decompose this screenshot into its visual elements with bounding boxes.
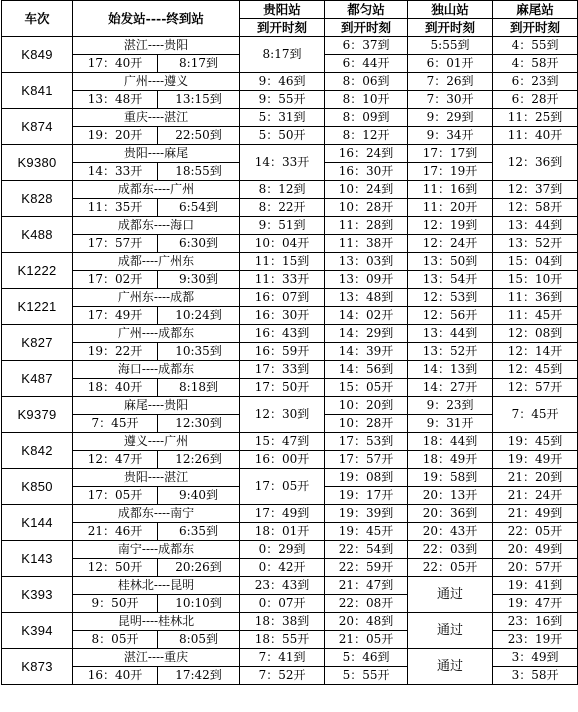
station-time-mawei: 7：45开 — [493, 397, 578, 433]
station-time-duyun-arrive: 13：48到 — [325, 289, 408, 307]
train-route: 成都----广州东 — [73, 253, 240, 271]
station-time-guiyang-arrive: 23：43到 — [240, 577, 325, 595]
train-row-sub — [2, 91, 578, 109]
station-time-guiyang-arrive: 15：47到 — [240, 433, 325, 451]
station-time-mawei-depart: 12：58开 — [493, 199, 578, 217]
station-time-guiyang-arrive: 9：46到 — [240, 73, 325, 91]
header-train-no: 车次 — [2, 1, 73, 37]
station-time-dushan-depart: 9：34开 — [408, 127, 493, 145]
station-time-duyun-depart: 22：59开 — [325, 559, 408, 577]
station-time-duyun-depart: 19：45开 — [325, 523, 408, 541]
station-time-duyun-arrive: 17：53到 — [325, 433, 408, 451]
station-time-guiyang-arrive: 17：33到 — [240, 361, 325, 379]
train-row — [2, 433, 578, 451]
station-time-mawei-arrive: 3：49到 — [493, 649, 578, 667]
train-arrival: 6:54到 — [158, 199, 240, 217]
station-time-duyun-arrive: 10：24到 — [325, 181, 408, 199]
station-time-dushan-depart: 20：13开 — [408, 487, 493, 505]
station-time-guiyang-depart: 18：01开 — [240, 523, 325, 541]
station-time-mawei-depart: 23：19开 — [493, 631, 578, 649]
station-time-guiyang-arrive: 18：38到 — [240, 613, 325, 631]
train-number: K1221 — [2, 289, 73, 325]
station-time-dushan-depart: 17：19开 — [408, 163, 493, 181]
train-row — [2, 73, 578, 91]
station-time-mawei-depart: 11：40开 — [493, 127, 578, 145]
station-time-duyun-depart: 21：05开 — [325, 631, 408, 649]
train-route: 广州----遵义 — [73, 73, 240, 91]
header-station-mawei: 麻尾站 — [493, 1, 578, 19]
station-time-dushan-arrive: 22：03到 — [408, 541, 493, 559]
train-arrival: 12:30到 — [158, 415, 240, 433]
header-row — [2, 1, 578, 19]
station-time-duyun-arrive: 19：08到 — [325, 469, 408, 487]
station-time-duyun-depart: 13：09开 — [325, 271, 408, 289]
station-time-mawei-arrive: 19：41到 — [493, 577, 578, 595]
station-time-guiyang-arrive: 11：15到 — [240, 253, 325, 271]
train-row — [2, 361, 578, 379]
train-row — [2, 649, 578, 667]
train-number: K143 — [2, 541, 73, 577]
station-time-duyun-arrive: 16：24到 — [325, 145, 408, 163]
train-row — [2, 577, 578, 595]
header-sub-duyun: 到开时刻 — [325, 19, 408, 37]
station-time-duyun-depart: 5：55开 — [325, 667, 408, 685]
train-departure: 9：50开 — [73, 595, 158, 613]
train-arrival: 10:35到 — [158, 343, 240, 361]
train-number: K9380 — [2, 145, 73, 181]
station-time-mawei-arrive: 6：23到 — [493, 73, 578, 91]
station-time-mawei: 12：36到 — [493, 145, 578, 181]
train-arrival: 20:26到 — [158, 559, 240, 577]
station-time-guiyang-depart: 16：00开 — [240, 451, 325, 469]
header-sub-mawei: 到开时刻 — [493, 19, 578, 37]
station-time-guiyang-arrive: 16：07到 — [240, 289, 325, 307]
train-arrival: 6:35到 — [158, 523, 240, 541]
train-departure: 17：05开 — [73, 487, 158, 505]
train-route: 成都东----海口 — [73, 217, 240, 235]
station-time-guiyang-arrive: 7：41到 — [240, 649, 325, 667]
station-time-guiyang-depart: 17：50开 — [240, 379, 325, 397]
station-time-dushan-arrive: 5:55到 — [408, 37, 493, 55]
train-route: 重庆----湛江 — [73, 109, 240, 127]
station-time-duyun-arrive: 14：56到 — [325, 361, 408, 379]
train-row-sub — [2, 235, 578, 253]
station-time-guiyang-depart: 9：55开 — [240, 91, 325, 109]
train-arrival: 9:40到 — [158, 487, 240, 505]
station-time-duyun-depart: 8：12开 — [325, 127, 408, 145]
timetable-body — [2, 37, 578, 685]
train-departure: 17：57开 — [73, 235, 158, 253]
station-time-mawei-depart: 3：58开 — [493, 667, 578, 685]
header-sub-dushan: 到开时刻 — [408, 19, 493, 37]
station-time-duyun-depart: 15：05开 — [325, 379, 408, 397]
station-time-duyun-arrive: 8：09到 — [325, 109, 408, 127]
station-time-mawei-arrive: 20：49到 — [493, 541, 578, 559]
station-time-dushan-arrive: 13：44到 — [408, 325, 493, 343]
train-departure: 16：40开 — [73, 667, 158, 685]
train-departure: 12：47开 — [73, 451, 158, 469]
train-departure: 14：33开 — [73, 163, 158, 181]
train-row — [2, 613, 578, 631]
station-time-guiyang-depart: 8：22开 — [240, 199, 325, 217]
station-time-guiyang-depart: 18：55开 — [240, 631, 325, 649]
station-time-duyun-depart: 10：28开 — [325, 415, 408, 433]
train-arrival: 8:17到 — [158, 55, 240, 73]
train-departure: 8：05开 — [73, 631, 158, 649]
station-time-dushan-arrive: 9：23到 — [408, 397, 493, 415]
train-number: K874 — [2, 109, 73, 145]
station-time-guiyang: 12：30到 — [240, 397, 325, 433]
train-row-sub — [2, 307, 578, 325]
station-time-duyun-arrive: 20：48到 — [325, 613, 408, 631]
station-time-duyun-depart: 14：39开 — [325, 343, 408, 361]
header-route: 始发站----终到站 — [73, 1, 240, 37]
station-time-duyun-depart: 10：28开 — [325, 199, 408, 217]
station-time-dushan: 通过 — [408, 613, 493, 649]
train-departure: 17：49开 — [73, 307, 158, 325]
train-route: 湛江----贵阳 — [73, 37, 240, 55]
train-route: 麻尾----贵阳 — [73, 397, 240, 415]
header-station-guiyang: 贵阳站 — [240, 1, 325, 19]
train-route: 遵义----广州 — [73, 433, 240, 451]
station-time-mawei-depart: 15：10开 — [493, 271, 578, 289]
station-time-guiyang-arrive: 8：12到 — [240, 181, 325, 199]
train-route: 成都东----广州 — [73, 181, 240, 199]
train-row-sub — [2, 271, 578, 289]
station-time-duyun-depart: 6：44开 — [325, 55, 408, 73]
train-number: K827 — [2, 325, 73, 361]
station-time-guiyang-depart: 0：07开 — [240, 595, 325, 613]
station-time-mawei-depart: 13：52开 — [493, 235, 578, 253]
station-time-guiyang-arrive: 5：31到 — [240, 109, 325, 127]
train-departure: 17：40开 — [73, 55, 158, 73]
train-row-sub — [2, 127, 578, 145]
station-time-mawei-arrive: 12：45到 — [493, 361, 578, 379]
station-time-guiyang-arrive: 17：49到 — [240, 505, 325, 523]
train-arrival: 17:42到 — [158, 667, 240, 685]
station-time-mawei-depart: 4：58开 — [493, 55, 578, 73]
station-time-mawei-depart: 11：45开 — [493, 307, 578, 325]
station-time-mawei-depart: 6：28开 — [493, 91, 578, 109]
train-arrival: 12:26到 — [158, 451, 240, 469]
station-time-dushan-arrive: 12：19到 — [408, 217, 493, 235]
station-time-dushan-depart: 12：56开 — [408, 307, 493, 325]
station-time-duyun-depart: 22：08开 — [325, 595, 408, 613]
train-arrival: 6:30到 — [158, 235, 240, 253]
station-time-dushan: 通过 — [408, 577, 493, 613]
station-time-mawei-depart: 12：14开 — [493, 343, 578, 361]
station-time-mawei-depart: 20：57开 — [493, 559, 578, 577]
train-row — [2, 181, 578, 199]
train-departure: 19：20开 — [73, 127, 158, 145]
train-number: K9379 — [2, 397, 73, 433]
station-time-duyun-depart: 14：02开 — [325, 307, 408, 325]
train-number: K1222 — [2, 253, 73, 289]
station-time-guiyang-depart: 10：04开 — [240, 235, 325, 253]
header-station-duyun: 都匀站 — [325, 1, 408, 19]
station-time-guiyang: 8:17到 — [240, 37, 325, 73]
train-row — [2, 469, 578, 487]
station-time-mawei-arrive: 12：08到 — [493, 325, 578, 343]
station-time-dushan-depart: 6：01开 — [408, 55, 493, 73]
train-number: K842 — [2, 433, 73, 469]
train-row — [2, 289, 578, 307]
train-number: K850 — [2, 469, 73, 505]
station-time-duyun-depart: 17：57开 — [325, 451, 408, 469]
station-time-dushan-arrive: 20：36到 — [408, 505, 493, 523]
station-time-mawei-depart: 19：47开 — [493, 595, 578, 613]
train-row-sub — [2, 523, 578, 541]
station-time-duyun-arrive: 13：03到 — [325, 253, 408, 271]
station-time-duyun-depart: 16：30开 — [325, 163, 408, 181]
station-time-guiyang-arrive: 9：51到 — [240, 217, 325, 235]
station-time-guiyang-arrive: 16：43到 — [240, 325, 325, 343]
train-row — [2, 541, 578, 559]
station-time-guiyang-depart: 11：33开 — [240, 271, 325, 289]
train-route: 贵阳----湛江 — [73, 469, 240, 487]
station-time-duyun-arrive: 21：47到 — [325, 577, 408, 595]
station-time-dushan-depart: 22：05开 — [408, 559, 493, 577]
station-time-mawei-arrive: 21：49到 — [493, 505, 578, 523]
station-time-duyun-arrive: 5：46到 — [325, 649, 408, 667]
train-number: K488 — [2, 217, 73, 253]
train-row — [2, 505, 578, 523]
station-time-mawei-depart: 22：05开 — [493, 523, 578, 541]
station-time-duyun-arrive: 19：39到 — [325, 505, 408, 523]
station-time-dushan-arrive: 12：53到 — [408, 289, 493, 307]
header-station-dushan: 独山站 — [408, 1, 493, 19]
train-number: K849 — [2, 37, 73, 73]
station-time-dushan: 通过 — [408, 649, 493, 685]
station-time-dushan-arrive: 9：29到 — [408, 109, 493, 127]
train-arrival: 10:10到 — [158, 595, 240, 613]
station-time-dushan-arrive: 11：16到 — [408, 181, 493, 199]
train-row-sub — [2, 379, 578, 397]
train-number: K487 — [2, 361, 73, 397]
train-route: 海口----成都东 — [73, 361, 240, 379]
station-time-guiyang: 14：33开 — [240, 145, 325, 181]
train-row — [2, 217, 578, 235]
train-arrival: 13:15到 — [158, 91, 240, 109]
train-row — [2, 253, 578, 271]
train-number: K873 — [2, 649, 73, 685]
station-time-mawei-arrive: 12：37到 — [493, 181, 578, 199]
train-row — [2, 37, 578, 55]
station-time-mawei-depart: 21：24开 — [493, 487, 578, 505]
station-time-duyun-arrive: 8：06到 — [325, 73, 408, 91]
station-time-duyun-arrive: 22：54到 — [325, 541, 408, 559]
train-route: 桂林北----昆明 — [73, 577, 240, 595]
station-time-guiyang-depart: 16：59开 — [240, 343, 325, 361]
station-time-dushan-depart: 7：30开 — [408, 91, 493, 109]
station-time-guiyang-depart: 7：52开 — [240, 667, 325, 685]
station-time-duyun-arrive: 14：29到 — [325, 325, 408, 343]
station-time-dushan-arrive: 18：44到 — [408, 433, 493, 451]
train-row — [2, 145, 578, 163]
station-time-guiyang-depart: 16：30开 — [240, 307, 325, 325]
station-time-mawei-depart: 19：49开 — [493, 451, 578, 469]
station-time-mawei-arrive: 15：04到 — [493, 253, 578, 271]
train-departure: 19：22开 — [73, 343, 158, 361]
train-departure: 12：50开 — [73, 559, 158, 577]
train-route: 湛江----重庆 — [73, 649, 240, 667]
station-time-duyun-depart: 11：38开 — [325, 235, 408, 253]
station-time-dushan-depart: 11：20开 — [408, 199, 493, 217]
station-time-dushan-depart: 18：49开 — [408, 451, 493, 469]
train-route: 广州东----成都 — [73, 289, 240, 307]
timetable — [1, 0, 578, 685]
train-departure: 17：02开 — [73, 271, 158, 289]
station-time-dushan-arrive: 17：17到 — [408, 145, 493, 163]
station-time-mawei-arrive: 21：20到 — [493, 469, 578, 487]
train-row-sub — [2, 559, 578, 577]
station-time-dushan-depart: 13：54开 — [408, 271, 493, 289]
train-row — [2, 109, 578, 127]
train-row — [2, 325, 578, 343]
station-time-guiyang-arrive: 0：29到 — [240, 541, 325, 559]
train-number: K394 — [2, 613, 73, 649]
train-arrival: 22:50到 — [158, 127, 240, 145]
station-time-mawei-arrive: 23：16到 — [493, 613, 578, 631]
station-time-dushan-depart: 12：24开 — [408, 235, 493, 253]
station-time-mawei-arrive: 11：36到 — [493, 289, 578, 307]
station-time-mawei-arrive: 11：25到 — [493, 109, 578, 127]
train-arrival: 9:30到 — [158, 271, 240, 289]
train-arrival: 18:55到 — [158, 163, 240, 181]
station-time-duyun-arrive: 11：28到 — [325, 217, 408, 235]
station-time-dushan-depart: 9：31开 — [408, 415, 493, 433]
station-time-dushan-arrive: 13：50到 — [408, 253, 493, 271]
train-number: K144 — [2, 505, 73, 541]
station-time-mawei-depart: 12：57开 — [493, 379, 578, 397]
train-row-sub — [2, 451, 578, 469]
station-time-dushan-depart: 20：43开 — [408, 523, 493, 541]
train-arrival: 8:18到 — [158, 379, 240, 397]
station-time-mawei-arrive: 19：45到 — [493, 433, 578, 451]
station-time-mawei-arrive: 13：44到 — [493, 217, 578, 235]
header-sub-guiyang: 到开时刻 — [240, 19, 325, 37]
train-departure: 13：48开 — [73, 91, 158, 109]
station-time-guiyang-depart: 5：50开 — [240, 127, 325, 145]
train-number: K393 — [2, 577, 73, 613]
station-time-dushan-depart: 14：27开 — [408, 379, 493, 397]
train-number: K841 — [2, 73, 73, 109]
station-time-dushan-depart: 13：52开 — [408, 343, 493, 361]
train-arrival: 8:05到 — [158, 631, 240, 649]
station-time-mawei-arrive: 4：55到 — [493, 37, 578, 55]
train-row-sub — [2, 199, 578, 217]
train-departure: 7：45开 — [73, 415, 158, 433]
station-time-dushan-arrive: 14：13到 — [408, 361, 493, 379]
station-time-duyun-arrive: 10：20到 — [325, 397, 408, 415]
train-route: 昆明----桂林北 — [73, 613, 240, 631]
train-row-sub — [2, 343, 578, 361]
station-time-dushan-arrive: 7：26到 — [408, 73, 493, 91]
station-time-duyun-depart: 19：17开 — [325, 487, 408, 505]
train-departure: 11：35开 — [73, 199, 158, 217]
train-route: 成都东----南宁 — [73, 505, 240, 523]
train-departure: 18：40开 — [73, 379, 158, 397]
train-route: 南宁----成都东 — [73, 541, 240, 559]
train-row — [2, 397, 578, 415]
train-arrival: 10:24到 — [158, 307, 240, 325]
train-route: 广州----成都东 — [73, 325, 240, 343]
train-number: K828 — [2, 181, 73, 217]
station-time-guiyang: 17：05开 — [240, 469, 325, 505]
train-route: 贵阳----麻尾 — [73, 145, 240, 163]
train-departure: 21：46开 — [73, 523, 158, 541]
station-time-duyun-depart: 8：10开 — [325, 91, 408, 109]
station-time-dushan-arrive: 19：58到 — [408, 469, 493, 487]
station-time-duyun-arrive: 6：37到 — [325, 37, 408, 55]
station-time-guiyang-depart: 0：42开 — [240, 559, 325, 577]
